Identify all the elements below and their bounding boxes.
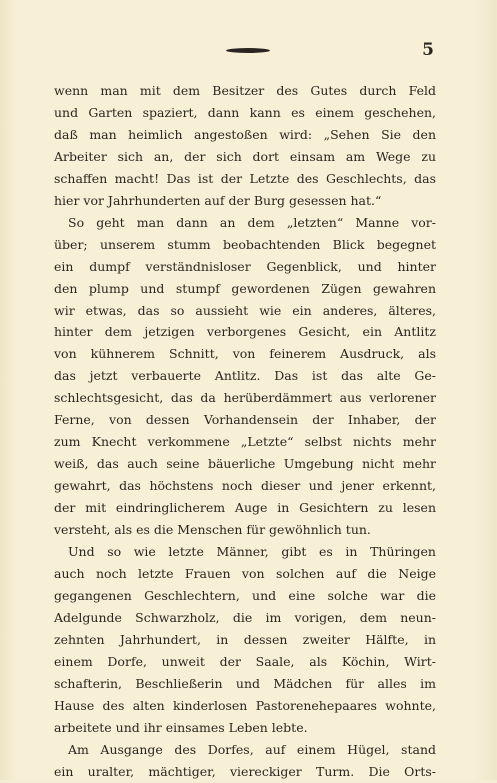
text-line: Am Ausgange des Dorfes, auf einem Hügel, stand (68, 741, 436, 757)
text-line: wenn man mit dem Besitzer des Gutes durch Feld (54, 83, 436, 98)
text-line: Ferne, von dessen Vorhandensein der Inhaber, der (54, 412, 436, 428)
text-line: weiß, das auch seine bäuerliche Umgebung nicht mehr (54, 456, 436, 472)
text-line: Hause des alten kinderlosen Pastorenehepaares wohnte, (54, 697, 436, 713)
text-line: und Garten spaziert, dann kann es einem geschehen, (54, 104, 436, 120)
text-line: den plump und stumpf gewordenen Zügen gewahren (54, 280, 436, 296)
text-line: versteht, als es die Menschen für gewöhnlich tun. (54, 522, 371, 538)
text-line: So geht man dann an dem „letzten“ Manne vor- (68, 214, 436, 230)
text-line: der mit eindringlicherem Auge in Gesichtern zu lesen (54, 500, 436, 516)
text-line: arbeitete und ihr einsames Leben lebte. (54, 719, 308, 735)
text-line: über; unserem stumm beobachtenden Blick begegnet (54, 236, 436, 252)
text-line: daß man heimlich angestoßen wird: „Sehen Sie den (54, 126, 436, 142)
text-line: wir etwas, das so aussieht wie ein anderes, älteres, (54, 302, 436, 318)
text-line: auch noch letzte Frauen von solchen auf die Neige (54, 565, 436, 581)
text-line: ein uralter, mächtiger, viereckiger Turm. Die Orts- (54, 763, 436, 779)
text-line: schlechtsgesicht, das da herüberdämmert aus verlorener (54, 390, 436, 406)
text-line: hier vor Jahrhunderten auf der Burg gesessen hat.“ (54, 192, 382, 208)
text-line: das jetzt verbauerte Antlitz. Das ist das alte Ge- (54, 368, 436, 384)
text-line: gegangenen Geschlechtern, und eine solche war die (54, 587, 436, 603)
header-ornament (226, 48, 270, 53)
text-line: gewahrt, das höchstens noch dieser und jener erkennt, (54, 478, 436, 494)
body-text (54, 80, 436, 783)
text-line: schaffen macht! Das ist der Letzte des Geschlechts, das (54, 170, 436, 186)
text-line: zehnten Jahrhundert, in dessen zweiter Hälfte, in (54, 631, 436, 647)
text-line: Adelgunde Schwarzholz, die im vorigen, dem neun- (54, 609, 436, 625)
text-line: schafterin, Beschließerin und Mädchen für alles im (54, 675, 436, 691)
page-number: 5 (422, 40, 434, 60)
text-line: Und so wie letzte Männer, gibt es in Thüringen (68, 544, 436, 560)
text-line: hinter dem jetzigen verborgenes Gesicht, ein Antlitz (54, 324, 436, 340)
page-header (54, 40, 434, 64)
text-line: einem Dorfe, unweit der Saale, als Köchin, Wirt- (54, 653, 436, 669)
text-line: ein dumpf verständnisloser Gegenblick, und hinter (54, 258, 436, 274)
text-line: Arbeiter sich an, der sich dort einsam am Wege zu (54, 148, 436, 164)
text-line: von kühnerem Schnitt, von feinerem Ausdruck, als (54, 346, 436, 362)
text-line: zum Knecht verkommene „Letzte“ selbst nichts mehr (54, 434, 436, 450)
